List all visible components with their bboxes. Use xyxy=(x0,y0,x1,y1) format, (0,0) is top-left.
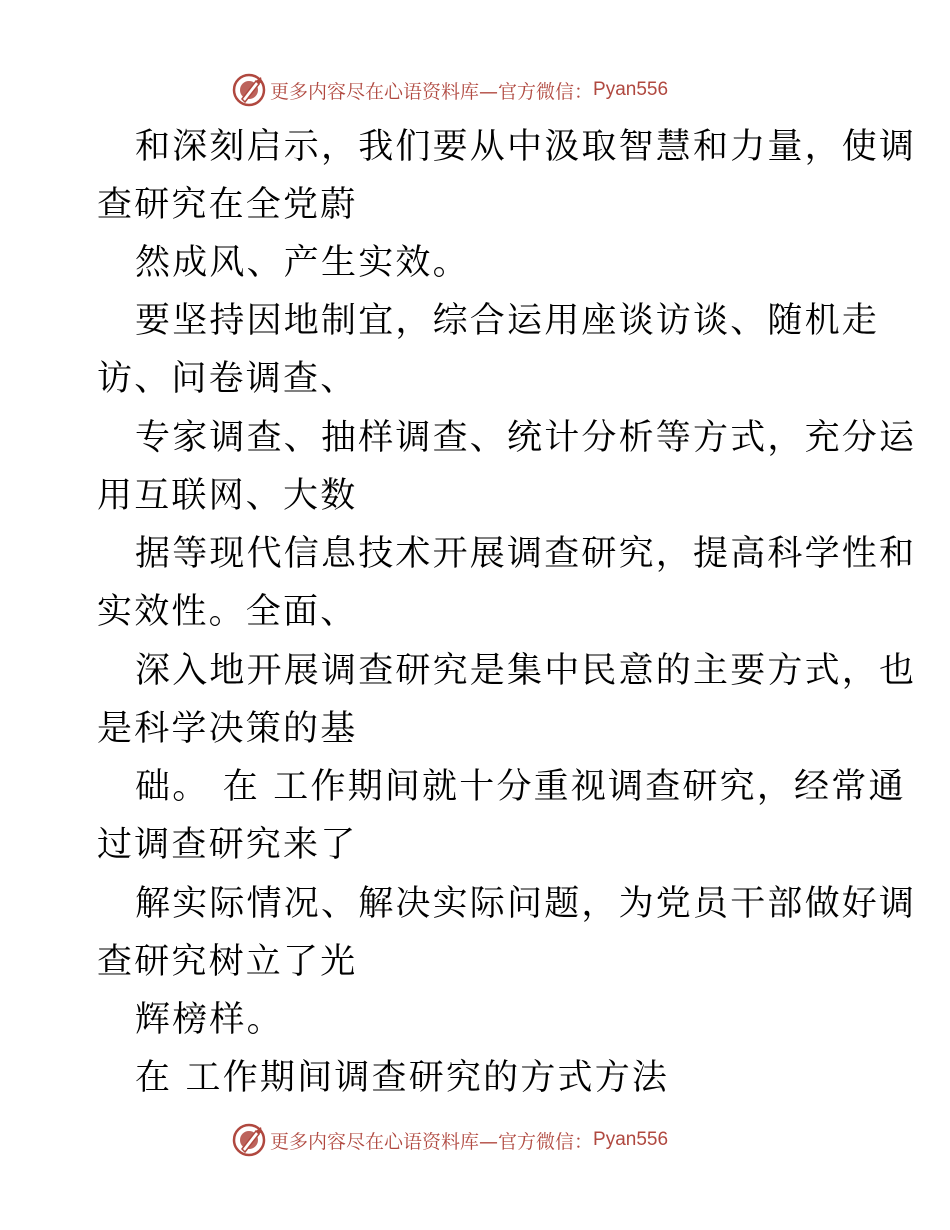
text-line: 然成风、产生实效。 xyxy=(135,243,470,283)
text-line: 要坚持因地制宜，综合运用座谈访谈、随机走 xyxy=(135,301,880,341)
footer-watermark xyxy=(232,1122,668,1158)
text-line: 和深刻启示，我们要从中汲取智慧和力量，使调 xyxy=(135,127,917,167)
text-line: 过调查研究来了 xyxy=(97,825,358,865)
text-line: 础。 在 工作期间就十分重视调查研究，经常通 xyxy=(135,767,906,807)
text-line: 解实际情况、解决实际问题，为党员干部做好调 xyxy=(135,884,917,924)
watermark-text: 更多内容尽在心语资料库—官方微信： xyxy=(270,80,594,103)
pen-logo-icon xyxy=(232,1123,266,1157)
watermark-text: 更多内容尽在心语资料库—官方微信： xyxy=(270,1130,594,1153)
text-line: 据等现代信息技术开展调查研究，提高科学性和 xyxy=(135,534,917,574)
text-line: 查研究在全党蔚 xyxy=(97,185,358,225)
text-line: 深入地开展调查研究是集中民意的主要方式，也 xyxy=(135,651,917,691)
text-line: 实效性。全面、 xyxy=(97,592,358,632)
watermark-wechat-id: Pyan556 xyxy=(593,79,669,100)
text-line: 在 工作期间调查研究的方式方法 xyxy=(135,1058,670,1098)
text-line: 访、问卷调查、 xyxy=(97,359,358,399)
text-line: 查研究树立了光 xyxy=(97,942,358,982)
text-line: 专家调查、抽样调查、统计分析等方式，充分运 xyxy=(135,418,917,458)
header-watermark xyxy=(232,72,668,108)
text-line: 是科学决策的基 xyxy=(97,709,358,749)
pen-logo-icon xyxy=(232,73,266,107)
text-line: 用互联网、大数 xyxy=(97,476,358,516)
text-line: 辉榜样。 xyxy=(135,1000,284,1040)
watermark-wechat-id: Pyan556 xyxy=(593,1129,669,1150)
